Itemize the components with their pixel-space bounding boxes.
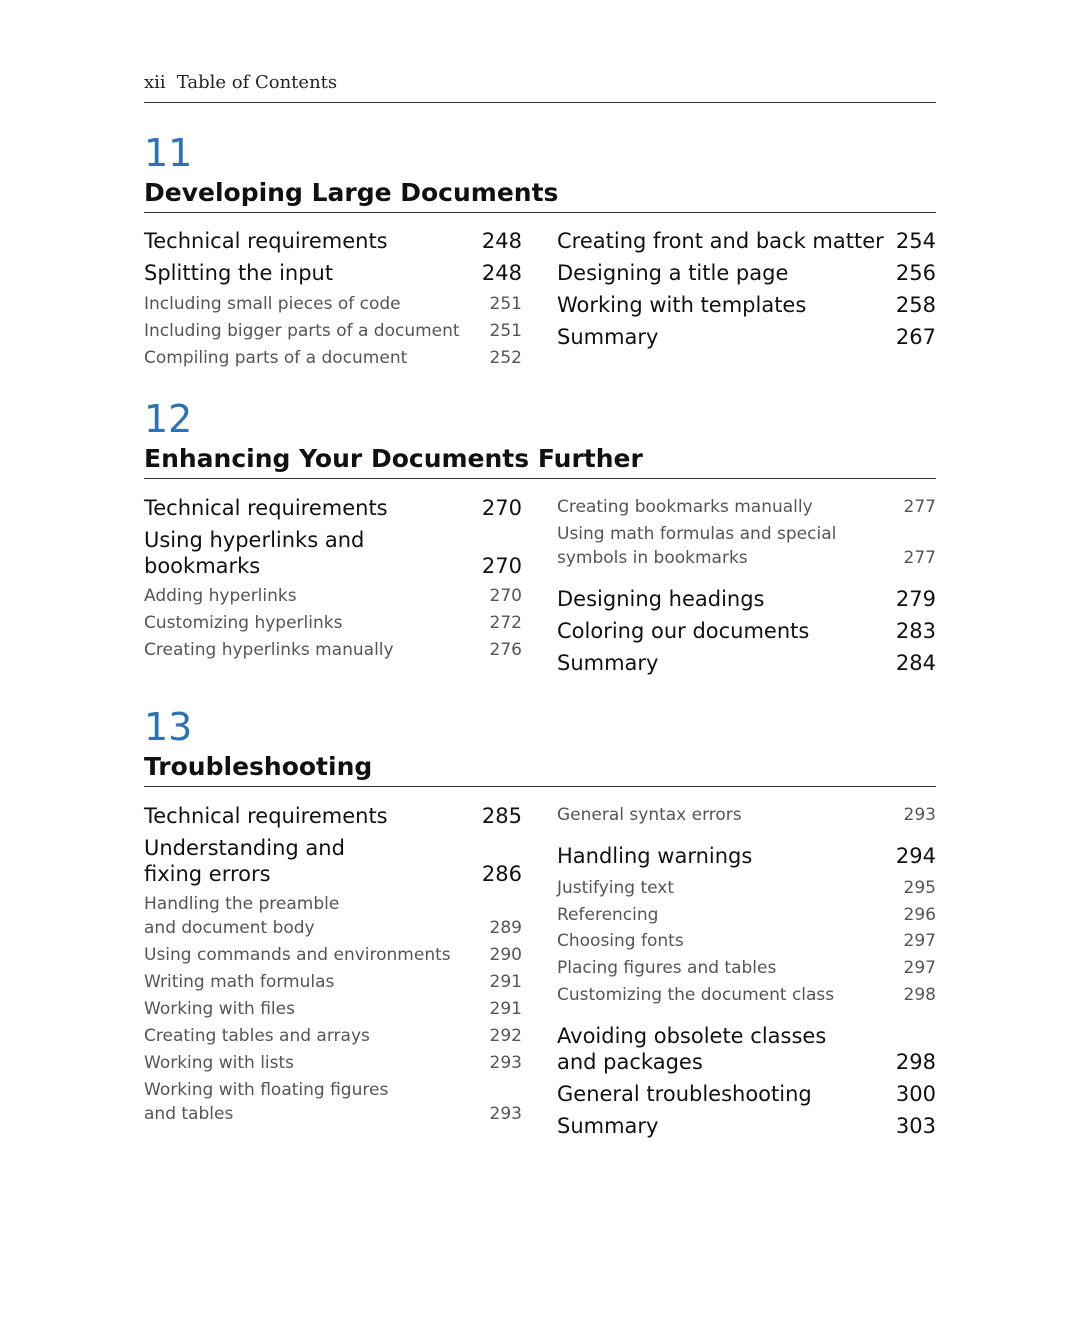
toc-entry-page: 248 <box>481 261 522 285</box>
toc-entry-page: 289 <box>489 918 522 938</box>
toc-entry-page: 277 <box>903 548 936 568</box>
toc-entry-title-continued: fixing errors <box>144 862 271 886</box>
toc-entry-title: Including bigger parts of a document <box>144 321 460 341</box>
toc-entry-title: General syntax errors <box>557 805 742 825</box>
toc-entry-title-continued: symbols in bookmarks <box>557 548 748 568</box>
chapter-rule <box>144 478 936 479</box>
toc-entry-title: Including small pieces of code <box>144 294 401 314</box>
header-page-number: xii <box>144 72 166 93</box>
toc-entry-page: 298 <box>903 985 936 1005</box>
toc-entry-page: 293 <box>489 1104 522 1124</box>
toc-entry-page: 251 <box>489 321 522 341</box>
toc-entry-title: Creating bookmarks manually <box>557 497 813 517</box>
chapter-number: 11 <box>144 131 193 175</box>
toc-entry-title-continued: bookmarks <box>144 554 261 578</box>
toc-entry-title: Designing a title page <box>557 261 789 285</box>
toc-entry-page: 252 <box>489 348 522 368</box>
toc-entry-page: 293 <box>489 1053 522 1073</box>
toc-entry-title-continued: and tables <box>144 1104 234 1124</box>
toc-entry-page: 295 <box>903 878 936 898</box>
chapter-rule <box>144 212 936 213</box>
chapter-number: 12 <box>144 397 193 441</box>
toc-entry-page: 254 <box>895 229 936 253</box>
toc-entry-title: Technical requirements <box>144 229 388 253</box>
toc-entry-title: Referencing <box>557 905 659 925</box>
header-title: Table of Contents <box>176 72 338 93</box>
toc-entry-title: Customizing the document class <box>557 985 835 1005</box>
chapter-title: Enhancing Your Documents Further <box>144 444 643 473</box>
toc-entry-page: 303 <box>895 1114 936 1138</box>
toc-entry-page: 267 <box>895 325 936 349</box>
toc-entry-title: Working with templates <box>557 293 807 317</box>
toc-entry-title: Understanding and <box>144 836 345 860</box>
toc-entry-page: 300 <box>895 1082 936 1106</box>
toc-entry-page: 297 <box>903 958 936 978</box>
toc-entry-title: Adding hyperlinks <box>144 586 297 606</box>
toc-entry-title: Customizing hyperlinks <box>144 613 343 633</box>
toc-entry-page: 291 <box>489 999 522 1019</box>
toc-entry-title: Choosing fonts <box>557 931 684 951</box>
toc-entry-page: 270 <box>481 496 522 520</box>
toc-entry-page: 296 <box>903 905 936 925</box>
toc-entry-title: Splitting the input <box>144 261 334 285</box>
toc-entry-title: Summary <box>557 651 659 675</box>
toc-entry-title-continued: and packages <box>557 1050 703 1074</box>
toc-entry-title: Working with files <box>144 999 295 1019</box>
toc-entry-page: 290 <box>489 945 522 965</box>
toc-entry-page: 277 <box>903 497 936 517</box>
toc-entry-page: 251 <box>489 294 522 314</box>
toc-entry-page: 276 <box>489 640 522 660</box>
toc-entry-title: Creating tables and arrays <box>144 1026 370 1046</box>
toc-entry-page: 270 <box>481 554 522 578</box>
toc-entry-title: Summary <box>557 325 659 349</box>
toc-entry-page: 270 <box>489 586 522 606</box>
toc-entry-title: General troubleshooting <box>557 1082 812 1106</box>
toc-entry-title: Placing figures and tables <box>557 958 777 978</box>
toc-entry-title: Using math formulas and special <box>557 524 837 544</box>
toc-entry-title: Writing math formulas <box>144 972 335 992</box>
toc-entry-title: Handling warnings <box>557 844 753 868</box>
toc-entry-page: 291 <box>489 972 522 992</box>
toc-entry-page: 292 <box>489 1026 522 1046</box>
toc-entry-title: Technical requirements <box>144 496 388 520</box>
toc-entry-title: Justifying text <box>557 878 675 898</box>
toc-entry-page: 293 <box>903 805 936 825</box>
toc-entry-title-continued: and document body <box>144 918 315 938</box>
toc-entry-title: Avoiding obsolete classes <box>557 1024 827 1048</box>
toc-entry-title: Summary <box>557 1114 659 1138</box>
toc-entry-title: Technical requirements <box>144 804 388 828</box>
toc-entry-title: Working with lists <box>144 1053 295 1073</box>
toc-entry-page: 294 <box>895 844 936 868</box>
toc-entry-title: Using hyperlinks and <box>144 528 365 552</box>
toc-entry-page: 256 <box>895 261 936 285</box>
toc-entry-title: Creating front and back matter <box>557 229 884 253</box>
toc-entry-page: 286 <box>481 862 522 886</box>
toc-entry-page: 298 <box>895 1050 936 1074</box>
toc-entry-title: Handling the preamble <box>144 894 340 914</box>
chapter-rule <box>144 786 936 787</box>
toc-entry-title: Designing headings <box>557 587 765 611</box>
running-header <box>144 72 936 103</box>
toc-entry-page: 258 <box>895 293 936 317</box>
toc-entry-page: 272 <box>489 613 522 633</box>
toc-entry-title: Creating hyperlinks manually <box>144 640 394 660</box>
chapter-title: Troubleshooting <box>144 752 373 781</box>
toc-entry-page: 285 <box>481 804 522 828</box>
toc-entry-title: Using commands and environments <box>144 945 451 965</box>
toc-entry-title: Coloring our documents <box>557 619 810 643</box>
toc-entry-page: 284 <box>895 651 936 675</box>
chapter-title: Developing Large Documents <box>144 178 559 207</box>
toc-entry-page: 279 <box>895 587 936 611</box>
toc-entry-title: Compiling parts of a document <box>144 348 408 368</box>
toc-entry-page: 297 <box>903 931 936 951</box>
toc-entry-title: Working with floating figures <box>144 1080 389 1100</box>
toc-entry-page: 283 <box>895 619 936 643</box>
chapter-number: 13 <box>144 705 193 749</box>
toc-entry-page: 248 <box>481 229 522 253</box>
